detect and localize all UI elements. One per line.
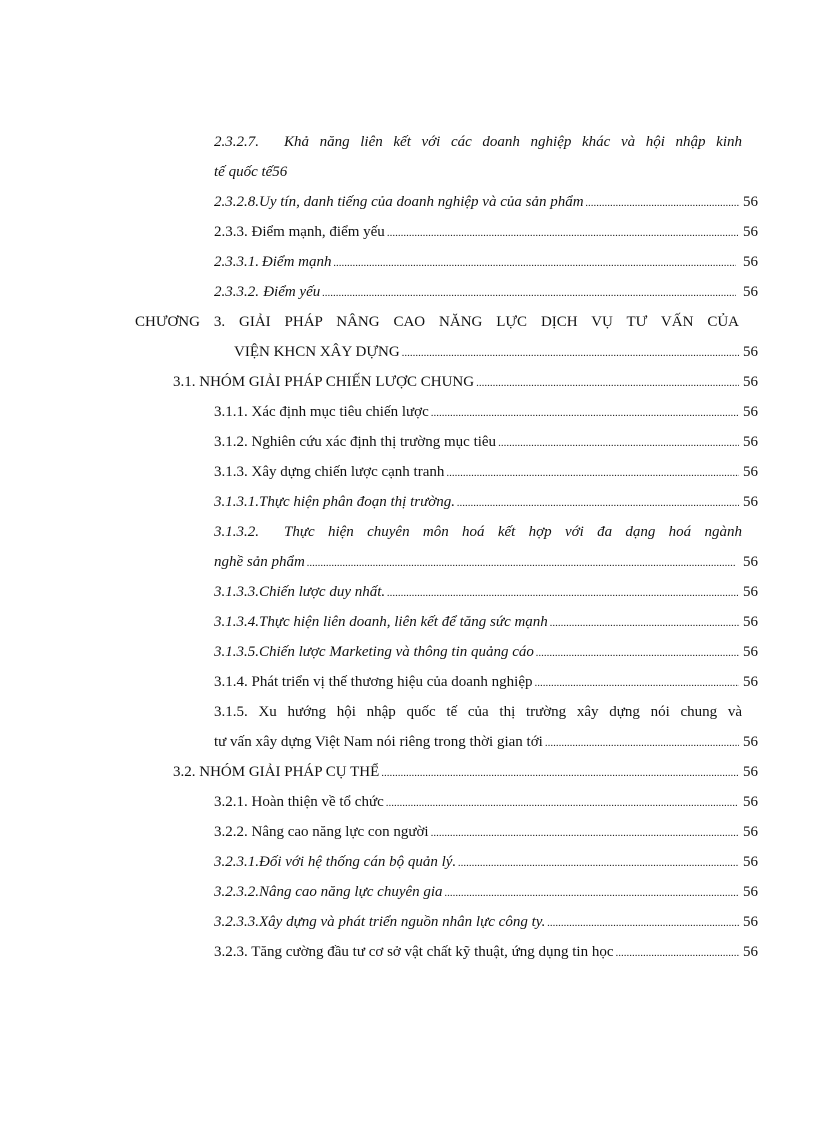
toc-number: 3.1.3.2. bbox=[214, 524, 259, 540]
dot-leader bbox=[431, 822, 739, 844]
toc-title-continued: VIỆN KHCN XÂY DỰNG bbox=[234, 344, 400, 360]
dot-leader bbox=[545, 732, 739, 754]
toc-title: Thực hiện chuyên môn hoá kết hợp với đa dạng hoá ngành bbox=[284, 524, 742, 540]
toc-title: 2.3.3. Điểm mạnh, điểm yếu bbox=[214, 224, 385, 240]
toc-number: 3.1.3.5. bbox=[214, 644, 259, 660]
dot-leader bbox=[498, 432, 739, 454]
toc-page-number: 56 bbox=[743, 224, 758, 240]
toc-number: 3.2.3.3. bbox=[214, 914, 259, 930]
toc-entry-3-1-1[interactable] bbox=[214, 401, 758, 423]
toc-entry-3-1-3-1[interactable] bbox=[214, 491, 758, 513]
toc-page-number: 56 bbox=[743, 554, 758, 570]
toc-entry-2-3-2-8[interactable] bbox=[214, 191, 758, 213]
toc-title: 3.1.5. Xu hướng hội nhập quốc tế của thị trường xây dựng nói chung và bbox=[214, 704, 742, 720]
toc-entry-3-1-4[interactable] bbox=[214, 671, 758, 693]
toc-entry-3-2-3[interactable] bbox=[214, 941, 758, 963]
toc-title: 3.1.2. Nghiên cứu xác định thị trường mục tiêu bbox=[214, 434, 497, 450]
toc-title: Khả năng liên kết với các doanh nghiệp khác và hội nhập kinh bbox=[284, 134, 742, 150]
toc-title: 3.2.1. Hoàn thiện về tổ chức bbox=[214, 794, 384, 810]
toc-page-number: 56 bbox=[743, 854, 758, 870]
toc-title: Nâng cao năng lực chuyên gia bbox=[259, 884, 443, 900]
toc-entry-3-1-3-2-cont[interactable] bbox=[214, 551, 758, 573]
toc-entry-3-1[interactable] bbox=[173, 371, 758, 393]
dot-leader bbox=[402, 342, 739, 364]
toc-page-number: 56 bbox=[743, 614, 758, 630]
toc-title: Đối với hệ thống cán bộ quản lý. bbox=[259, 854, 457, 870]
dot-leader bbox=[387, 222, 739, 244]
toc-title: 3.2. NHÓM GIẢI PHÁP CỤ THỂ bbox=[173, 764, 380, 780]
toc-page-number: 56 bbox=[743, 494, 758, 510]
toc-title: Thực hiện phân đoạn thị trường. bbox=[259, 494, 456, 510]
dot-leader bbox=[476, 372, 739, 394]
toc-title: Thực hiện liên doanh, liên kết để tăng sức mạnh bbox=[259, 614, 548, 630]
toc-title: Điểm mạnh bbox=[261, 254, 332, 270]
dot-leader bbox=[307, 552, 735, 574]
toc-number: 3.2.3.1. bbox=[214, 854, 259, 870]
dot-leader bbox=[386, 792, 739, 814]
dot-leader bbox=[536, 642, 739, 664]
dot-leader bbox=[547, 912, 739, 934]
dot-leader bbox=[586, 192, 739, 214]
toc-title: 3.1.4. Phát triển vị thế thương hiệu của doanh nghiệp bbox=[214, 674, 533, 690]
toc-title-continued: tư vấn xây dựng Việt Nam nói riêng trong thời gian tới bbox=[214, 734, 543, 750]
toc-page-number: 56 bbox=[743, 644, 758, 660]
toc-page-number: 56 bbox=[743, 914, 758, 930]
toc-entry-2-3-3-1[interactable] bbox=[214, 251, 758, 273]
toc-entry-3-2-3-1[interactable] bbox=[214, 851, 758, 873]
toc-title-continued: nghề sản phẩm bbox=[214, 554, 305, 570]
toc-entry-2-3-2-7[interactable] bbox=[214, 131, 742, 153]
toc-number: 2.3.2.8. bbox=[214, 194, 259, 210]
toc-page-number: 56 bbox=[743, 764, 758, 780]
toc-page-number: 56 bbox=[743, 284, 758, 300]
toc-page-number: 56 bbox=[743, 404, 758, 420]
dot-leader bbox=[387, 582, 738, 604]
toc-entry-chapter-3[interactable] bbox=[135, 311, 739, 333]
toc-number: 2.3.3.2. bbox=[214, 284, 259, 300]
toc-entry-3-2[interactable] bbox=[173, 761, 758, 783]
toc-page-number: 56 bbox=[743, 344, 758, 360]
toc-title: 3.2.2. Nâng cao năng lực con người bbox=[214, 824, 429, 840]
toc-page-number: 56 bbox=[743, 824, 758, 840]
toc-number: 3.2.3.2. bbox=[214, 884, 259, 900]
toc-page-number: 56 bbox=[743, 374, 758, 390]
toc-title: Uy tín, danh tiếng của doanh nghiệp và của sản phẩm bbox=[259, 194, 584, 210]
toc-title: Điểm yếu bbox=[263, 284, 321, 300]
dot-leader bbox=[445, 882, 739, 904]
toc-entry-3-1-5[interactable] bbox=[214, 701, 742, 723]
toc-page-number: 56 bbox=[743, 944, 758, 960]
toc-number: 3.1.3.3. bbox=[214, 584, 259, 600]
toc-entry-2-3-3[interactable] bbox=[214, 221, 758, 243]
toc-entry-2-3-2-7-cont[interactable] bbox=[214, 161, 287, 183]
toc-entry-3-2-1[interactable] bbox=[214, 791, 758, 813]
dot-leader bbox=[446, 462, 739, 484]
dot-leader bbox=[322, 282, 735, 304]
dot-leader bbox=[550, 612, 739, 634]
toc-title: 3.1. NHÓM GIẢI PHÁP CHIẾN LƯỢC CHUNG bbox=[173, 374, 475, 390]
toc-entry-3-1-3-5[interactable] bbox=[214, 641, 758, 663]
toc-number: 3.1.3.4. bbox=[214, 614, 259, 630]
toc-page-number: 56 bbox=[743, 674, 758, 690]
dot-leader bbox=[457, 492, 739, 514]
toc-page-number: 56 bbox=[743, 434, 758, 450]
toc-entry-3-2-3-3[interactable] bbox=[214, 911, 758, 933]
toc-page-number: 56 bbox=[743, 254, 758, 270]
toc-title: 3.2.3. Tăng cường đầu tư cơ sở vật chất kỹ thuật, ứng dụng tin học bbox=[214, 944, 614, 960]
toc-title: Chiến lược Marketing và thông tin quảng cáo bbox=[259, 644, 534, 660]
toc-title-continued: tế quốc tế56 bbox=[214, 164, 288, 180]
dot-leader bbox=[431, 402, 739, 424]
toc-title: 3.1.1. Xác định mục tiêu chiến lược bbox=[214, 404, 429, 420]
toc-entry-2-3-3-2[interactable] bbox=[214, 281, 758, 303]
toc-page-number: 56 bbox=[743, 464, 758, 480]
toc-page-number: 56 bbox=[743, 884, 758, 900]
toc-page-number: 56 bbox=[743, 794, 758, 810]
toc-page-number: 56 bbox=[743, 584, 758, 600]
toc-title: Chiến lược duy nhất. bbox=[259, 584, 386, 600]
toc-entry-3-2-2[interactable] bbox=[214, 821, 758, 843]
toc-title: 3.1.3. Xây dựng chiến lược cạnh tranh bbox=[214, 464, 445, 480]
toc-page-number: 56 bbox=[743, 194, 758, 210]
dot-leader bbox=[458, 852, 739, 874]
toc-page-number: 56 bbox=[743, 734, 758, 750]
toc-entry-3-1-3-3[interactable] bbox=[214, 581, 758, 603]
toc-entry-3-1-3-2[interactable] bbox=[214, 521, 742, 543]
toc-number: 2.3.2.7. bbox=[214, 134, 259, 150]
dot-leader bbox=[535, 672, 739, 694]
toc-entry-3-1-3[interactable] bbox=[214, 461, 758, 483]
toc-entry-chapter-3-cont[interactable] bbox=[234, 341, 758, 363]
toc-title: Xây dựng và phát triển nguồn nhân lực công ty. bbox=[259, 914, 546, 930]
dot-leader bbox=[333, 252, 736, 274]
toc-entry-3-1-3-4[interactable] bbox=[214, 611, 758, 633]
toc-entry-3-1-5-cont[interactable] bbox=[214, 731, 758, 753]
dot-leader bbox=[381, 762, 738, 784]
toc-entry-3-2-3-2[interactable] bbox=[214, 881, 758, 903]
toc-entry-3-1-2[interactable] bbox=[214, 431, 758, 453]
toc-title: CHƯƠNG 3. GIẢI PHÁP NÂNG CAO NĂNG LỰC DỊCH VỤ TƯ VẤN CỦA bbox=[135, 314, 739, 330]
dot-leader bbox=[616, 942, 739, 964]
toc-number: 2.3.3.1. bbox=[214, 254, 259, 270]
toc-number: 3.1.3.1. bbox=[214, 494, 259, 510]
